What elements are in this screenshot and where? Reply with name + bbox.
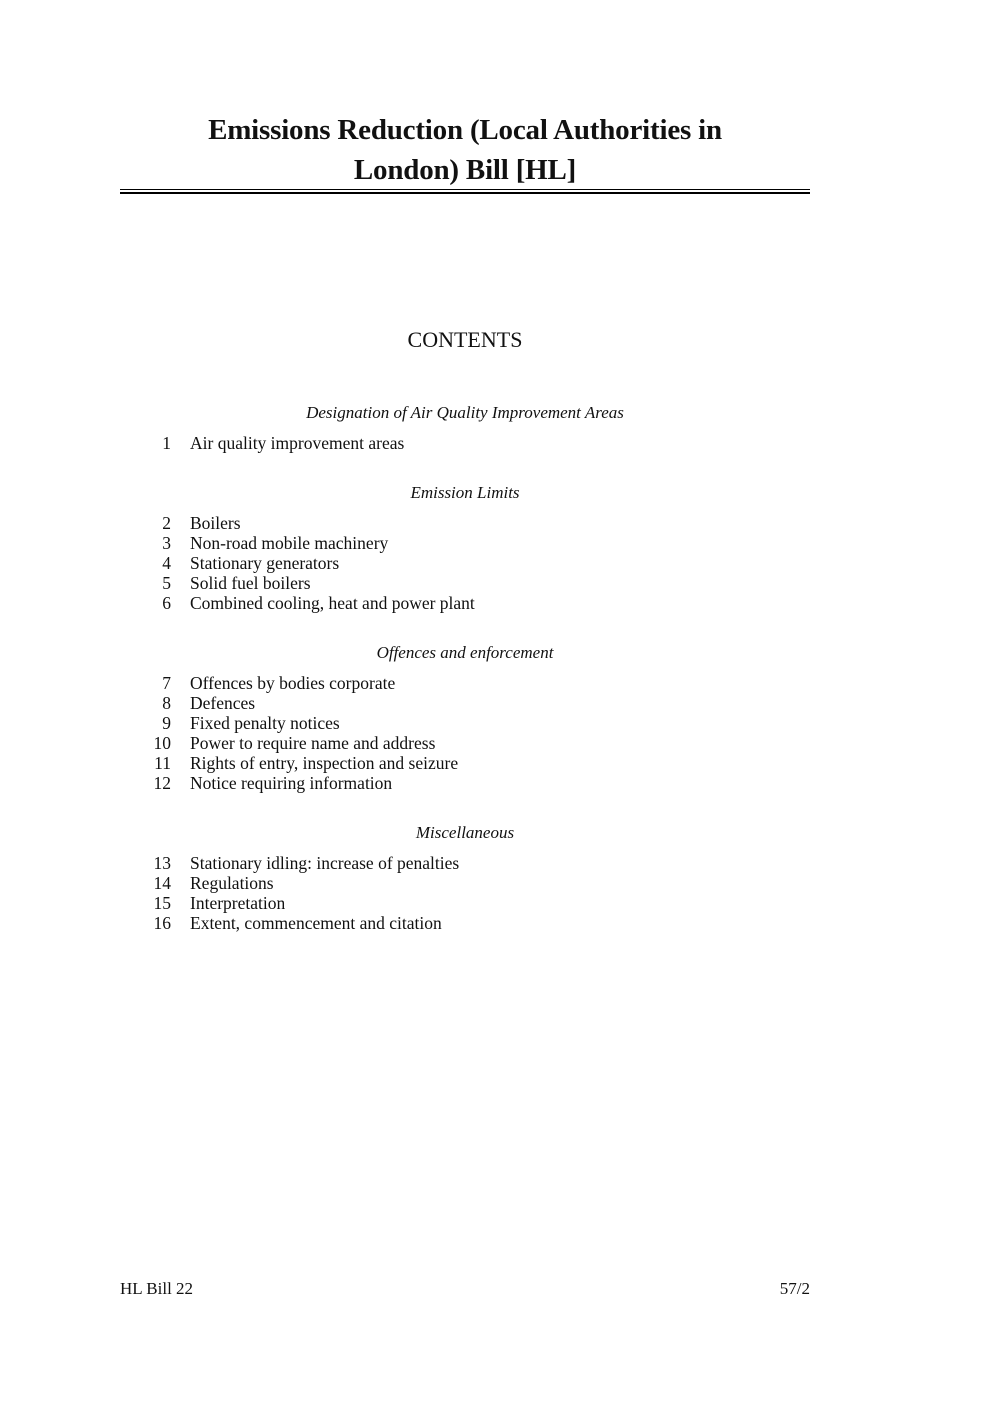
title-rule-thick	[120, 192, 810, 194]
entry-number: 2	[162, 513, 171, 533]
entry-label: Interpretation	[190, 893, 286, 913]
contents-entry[interactable]	[140, 693, 256, 713]
contents-entry[interactable]	[140, 533, 389, 553]
entry-number: 13	[153, 853, 171, 873]
entry-label: Rights of entry, inspection and seizure	[190, 753, 459, 773]
entry-label: Regulations	[190, 873, 274, 893]
entry-label: Fixed penalty notices	[190, 713, 340, 733]
title-rule-thin	[120, 189, 810, 190]
entry-label: Stationary generators	[190, 553, 340, 573]
entry-number: 10	[153, 733, 171, 753]
contents-entry[interactable]	[140, 553, 340, 573]
entry-label: Non-road mobile machinery	[190, 533, 389, 553]
entry-number: 14	[153, 873, 171, 893]
section-heading: Offences and enforcement	[376, 643, 554, 662]
entry-number: 8	[162, 693, 171, 713]
contents-entry[interactable]	[140, 673, 396, 693]
contents-entry[interactable]	[140, 753, 459, 773]
entry-number: 12	[153, 773, 171, 793]
entry-number: 11	[154, 753, 171, 773]
bill-title	[120, 110, 810, 190]
section-heading: Miscellaneous	[415, 823, 515, 842]
section-heading: Emission Limits	[410, 483, 520, 502]
contents-entry[interactable]	[140, 873, 274, 893]
contents-entry[interactable]	[140, 433, 405, 453]
entry-number: 3	[162, 533, 171, 553]
contents-entry[interactable]	[140, 773, 393, 793]
entry-number: 15	[153, 893, 171, 913]
contents-entry[interactable]	[140, 733, 436, 753]
entry-number: 9	[162, 713, 171, 733]
bill-reference: HL Bill 22	[120, 1279, 194, 1298]
contents-entry[interactable]	[140, 893, 286, 913]
entry-label: Solid fuel boilers	[190, 573, 311, 593]
entry-label: Air quality improvement areas	[190, 433, 405, 453]
entry-label: Defences	[190, 693, 256, 713]
entry-number: 5	[162, 573, 171, 593]
entry-number: 4	[162, 553, 171, 573]
entry-label: Combined cooling, heat and power plant	[190, 593, 475, 613]
contents-entry[interactable]	[140, 913, 442, 933]
section-heading: Designation of Air Quality Improvement Areas	[306, 403, 624, 422]
entry-label: Boilers	[190, 513, 241, 533]
contents-entry[interactable]	[140, 573, 311, 593]
contents-heading: CONTENTS	[407, 327, 523, 352]
entry-number: 1	[162, 433, 171, 453]
entry-label: Stationary idling: increase of penalties	[190, 853, 460, 873]
entry-number: 16	[153, 913, 171, 933]
entry-label: Power to require name and address	[190, 733, 436, 753]
entry-label: Notice requiring information	[190, 773, 393, 793]
entry-label: Extent, commencement and citation	[190, 913, 442, 933]
bill-title-line-2: London) Bill [HL]	[353, 154, 577, 186]
entry-label: Offences by bodies corporate	[190, 673, 396, 693]
bill-title-line-1: Emissions Reduction (Local Authorities in	[208, 114, 722, 146]
contents-entry[interactable]	[140, 593, 475, 613]
entry-number: 7	[162, 673, 171, 693]
contents-entry[interactable]	[140, 853, 460, 873]
entry-number: 6	[162, 593, 171, 613]
contents-entry[interactable]	[140, 513, 241, 533]
print-reference: 57/2	[779, 1279, 810, 1298]
contents-entry[interactable]	[140, 713, 340, 733]
